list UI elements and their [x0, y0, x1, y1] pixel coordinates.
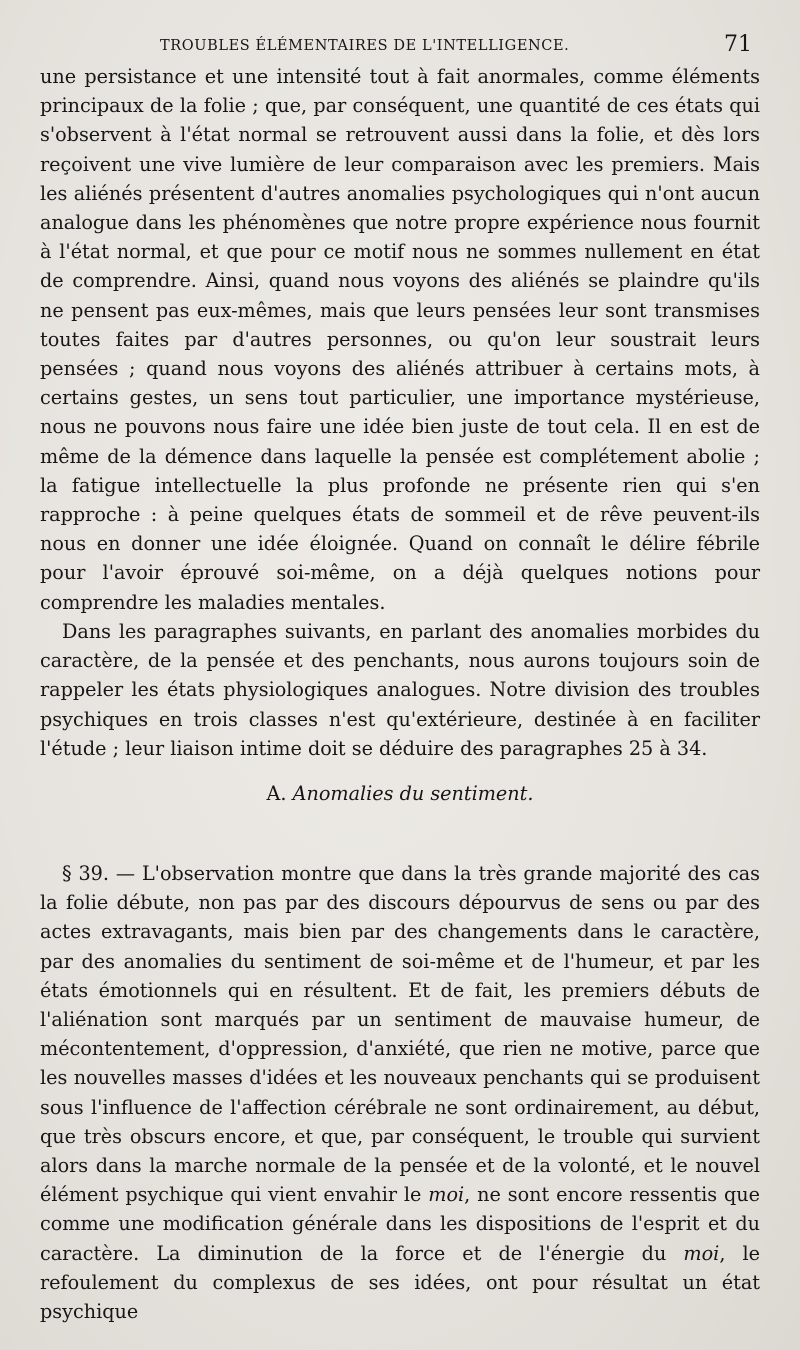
- section-title-text: Anomalies du sentiment.: [292, 782, 534, 805]
- italic-moi: moi: [428, 1183, 465, 1207]
- paragraph-text-part-3: , le refoulement du complexus de ses idées, ont pour résultat un état psychique: [40, 1241, 760, 1324]
- italic-moi: moi: [683, 1241, 720, 1265]
- body-text: [40, 62, 760, 1326]
- paragraph-text-part-1: § 39. — L'observation montre que dans la très grande majorité des cas la folie débute, non pas par des discours dépourvus de sens ou par des actes extravagants, mais bien par des changements dans le caractère, par des anomalies du sentiment de soi-même et de l'humeur, et par les états émotionnels qui en résultent. Et de fait, les premiers débuts de l'aliénation sont marqués par un sentiment de mauvaise humeur, de mécontentement, d'oppression, d'anxiété, que rien ne motive, parce que les nouvelles masses d'idées et les nouveaux penchants qui se produisent sous l'influence de l'affection cérébrale ne sont ordinairement, au début, que très obscurs encore, et que, par conséquent, le trouble qui survient alors dans la marche normale de la pensée et de la volonté, et le nouvel élément psychique qui vient envahir le: [40, 862, 760, 1207]
- paragraph-continuation: une persistance et une intensité tout à fait anormales, comme éléments principaux de la folie ; que, par conséquent, une quantité de ces états qui s'observent à l'état normal se retrouvent aussi dans la folie, et dès lors reçoivent une vive lumière de leur comparaison avec les premiers. Mais les aliénés présentent d'autres anomalies psychologiques qui n'ont aucun analogue dans les phénomènes que notre propre expérience nous fournit à l'état normal, et que pour ce motif nous ne sommes nullement en état de comprendre. Ainsi, quand nous voyons des aliénés se plaindre qu'ils ne pensent pas eux-mêmes, mais que leurs pensées leur sont transmises toutes faites par d'autres personnes, ou qu'on leur soustrait leurs pensées ; quand nous voyons des aliénés attribuer à certains mots, à certains gestes, un sens tout particulier, une importance mystérieuse, nous ne pouvons nous faire une idée bien juste de tout cela. Il en est de même de la démence dans laquelle la pensée est complétement abolie ; la fatigue intellectuelle la plus profonde ne présente rien qui s'en rapproche : à peine quelques états de sommeil et de rêve peuvent-ils nous en donner une idée éloignée. Quand on connaît le délire fébrile pour l'avoir éprouvé soi-même, on a déjà quelques notions pour comprendre les maladies mentales.: [40, 65, 760, 614]
- running-head: TROUBLES ÉLÉMENTAIRES DE L'INTELLIGENCE.: [160, 38, 570, 54]
- page-number: 71: [724, 32, 752, 57]
- paragraph-divisions: Dans les paragraphes suivants, en parlant des anomalies morbides du caractère, de la pensée et des penchants, nous aurons toujours soin de rappeler les états physiologiques analogues. Notre division des troubles psychiques en trois classes n'est qu'extérieure, destinée à en faciliter l'étude ; leur liaison intime doit se déduire des paragraphes 25 à 34.: [40, 620, 760, 760]
- paragraph-section-39: [40, 859, 760, 1326]
- section-letter: A.: [266, 782, 287, 805]
- section-heading: [40, 762, 760, 859]
- page-header: [40, 32, 760, 60]
- paragraph-text-part-2: , ne sont encore ressentis que comme une modification générale dans les dispositions de l'esprit et du caractère. La diminution de la force et de l'énergie du: [40, 1183, 760, 1265]
